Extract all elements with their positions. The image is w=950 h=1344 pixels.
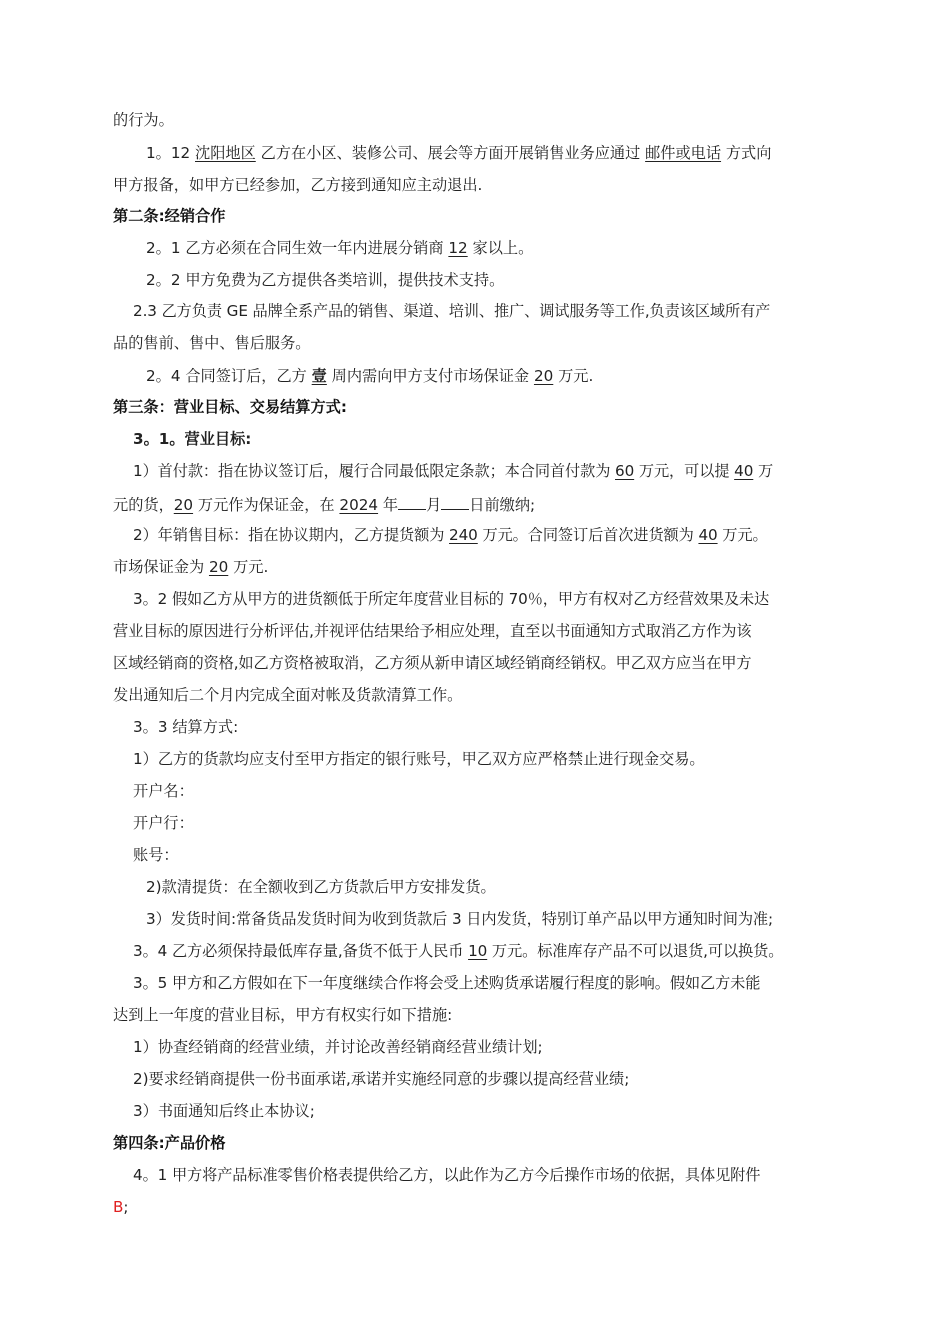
text-segment: 万元，可以提 bbox=[634, 462, 735, 480]
clause-3-1-2 bbox=[113, 525, 837, 545]
paragraph-line bbox=[113, 1197, 837, 1217]
clause-2-3: 2.3 乙方负责 GE 品牌全系产品的销售、渠道、培训、推广、调试服务等工作,负责该区域所有产 bbox=[133, 302, 771, 320]
text-segment: 方式向 bbox=[721, 144, 772, 162]
text-segment: 家以上。 bbox=[467, 239, 534, 257]
text-segment: 年 bbox=[378, 496, 399, 514]
paragraph-line: 发出通知后二个月内完成全面对帐及货款清算工作。 bbox=[113, 686, 463, 704]
year-field: 2024 bbox=[339, 496, 379, 514]
annual-target-field: 240 bbox=[449, 526, 478, 544]
inventory-field: 10 bbox=[468, 942, 488, 960]
clause-3-2: 3。2 假如乙方从甲方的进货额低于所定年度营业目标的 70％，甲方有权对乙方经营效果及未达 bbox=[133, 590, 770, 608]
section-heading-3: 第三条：营业目标、交易结算方式: bbox=[113, 398, 347, 416]
guarantee-field: 20 bbox=[173, 496, 194, 514]
clause-3-3-2: 2)款清提货：在全额收到乙方货款后甲方安排发货。 bbox=[146, 878, 496, 896]
text-segment: 3。4 乙方必须保持最低库存量,备货不低于人民币 bbox=[133, 942, 469, 960]
text-segment: 乙方在小区、装修公司、展会等方面开展销售业务应通过 bbox=[255, 144, 646, 162]
measure-2: 2)要求经销商提供一份书面承诺,承诺并实施经同意的步骤以提高经营业绩; bbox=[133, 1070, 630, 1088]
text-segment: 2。4 合同签订后，乙方 bbox=[146, 367, 312, 385]
text-segment: 元的货， bbox=[113, 496, 174, 514]
clause-3-3: 3。3 结算方式: bbox=[133, 718, 239, 736]
text-segment: 日前缴纳; bbox=[469, 496, 536, 514]
clause-2-2: 2。2 甲方免费为乙方提供各类培训，提供技术支持。 bbox=[146, 271, 505, 289]
clause-1-12 bbox=[113, 143, 837, 163]
text-segment: 1）首付款：指在协议签订后，履行合同最低限定条款；本合同首付款为 bbox=[133, 462, 616, 480]
clause-3-4 bbox=[113, 941, 837, 961]
text-segment: 万 bbox=[753, 462, 774, 480]
first-order-field: 40 bbox=[698, 526, 718, 544]
deposit-field: 20 bbox=[533, 367, 554, 385]
down-payment-field: 60 bbox=[615, 462, 635, 480]
clause-3-5: 3。5 甲方和乙方假如在下一年度继续合作将会受上述购货承诺履行程度的影响。假如乙方未能 bbox=[133, 974, 761, 992]
text-segment: 万元。 bbox=[717, 526, 768, 544]
paragraph-line: 品的售前、售中、售后服务。 bbox=[113, 334, 311, 352]
month-blank bbox=[398, 493, 426, 510]
goods-amount-field: 40 bbox=[734, 462, 754, 480]
measure-3: 3）书面通知后终止本协议; bbox=[133, 1102, 315, 1120]
clause-4-1: 4。1 甲方将产品标准零售价格表提供给乙方，以此作为乙方今后操作市场的依据，具体见附件 bbox=[133, 1166, 761, 1184]
paragraph-line: 达到上一年度的营业目标，甲方有权实行如下措施: bbox=[113, 1006, 453, 1024]
distributor-count-field: 12 bbox=[448, 239, 468, 257]
paragraph-line bbox=[113, 557, 837, 577]
clause-2-1 bbox=[113, 238, 837, 258]
paragraph-line: 的行为。 bbox=[113, 111, 174, 129]
account-name-label: 开户名： bbox=[133, 782, 194, 800]
clause-3-1-1 bbox=[113, 461, 837, 481]
text-segment: 万元. bbox=[228, 558, 269, 576]
text-segment: 万元. bbox=[553, 367, 594, 385]
region-field: 沈阳地区 bbox=[195, 144, 256, 162]
clause-3-1: 3。1。营业目标: bbox=[133, 430, 252, 448]
text-segment: 2。1 乙方必须在合同生效一年内进展分销商 bbox=[146, 239, 449, 257]
text-segment: 市场保证金为 bbox=[113, 558, 209, 576]
paragraph-line: 甲方报备，如甲方已经参加，乙方接到通知应主动退出. bbox=[113, 176, 483, 194]
text-segment: 万元作为保证金，在 bbox=[193, 496, 340, 514]
bank-name-label: 开户行： bbox=[133, 814, 194, 832]
appendix-ref: B bbox=[113, 1198, 124, 1216]
text-segment: ; bbox=[123, 1198, 129, 1216]
measure-1: 1）协查经销商的经营业绩，并讨论改善经销商经营业绩计划; bbox=[133, 1038, 543, 1056]
text-segment: 月 bbox=[426, 496, 442, 514]
paragraph-line: 区域经销商的资格,如乙方资格被取消，乙方须从新申请区域经销商经销权。甲乙双方应当在甲方 bbox=[113, 654, 752, 672]
paragraph-line bbox=[113, 493, 837, 515]
account-number-label: 账号： bbox=[133, 846, 179, 864]
text-segment: 万元。合同签订后首次进货额为 bbox=[477, 526, 699, 544]
section-heading-4: 第四条:产品价格 bbox=[113, 1134, 226, 1152]
clause-3-3-1: 1）乙方的货款均应支付至甲方指定的银行账号，甲乙双方应严格禁止进行现金交易。 bbox=[133, 750, 705, 768]
report-method-field: 邮件或电话 bbox=[645, 144, 722, 162]
section-heading-2: 第二条:经销合作 bbox=[113, 207, 226, 225]
text-segment: 2）年销售目标：指在协议期内，乙方提货额为 bbox=[133, 526, 450, 544]
text-segment: 周内需向甲方支付市场保证金 bbox=[326, 367, 534, 385]
day-blank bbox=[441, 493, 469, 510]
weeks-field: 壹 bbox=[311, 367, 327, 385]
clause-3-3-3: 3）发货时间:常备货品发货时间为收到货款后 3 日内发货，特别订单产品以甲方通知时间为准; bbox=[146, 910, 774, 928]
paragraph-line: 营业目标的原因进行分析评估,并视评估结果给予相应处理，直至以书面通知方式取消乙方作为该 bbox=[113, 622, 752, 640]
text-segment: 万元。标准库存产品不可以退货,可以换货。 bbox=[487, 942, 784, 960]
clause-2-4 bbox=[113, 366, 837, 386]
market-deposit-field: 20 bbox=[208, 558, 229, 576]
text-segment: 1。12 bbox=[146, 144, 196, 162]
